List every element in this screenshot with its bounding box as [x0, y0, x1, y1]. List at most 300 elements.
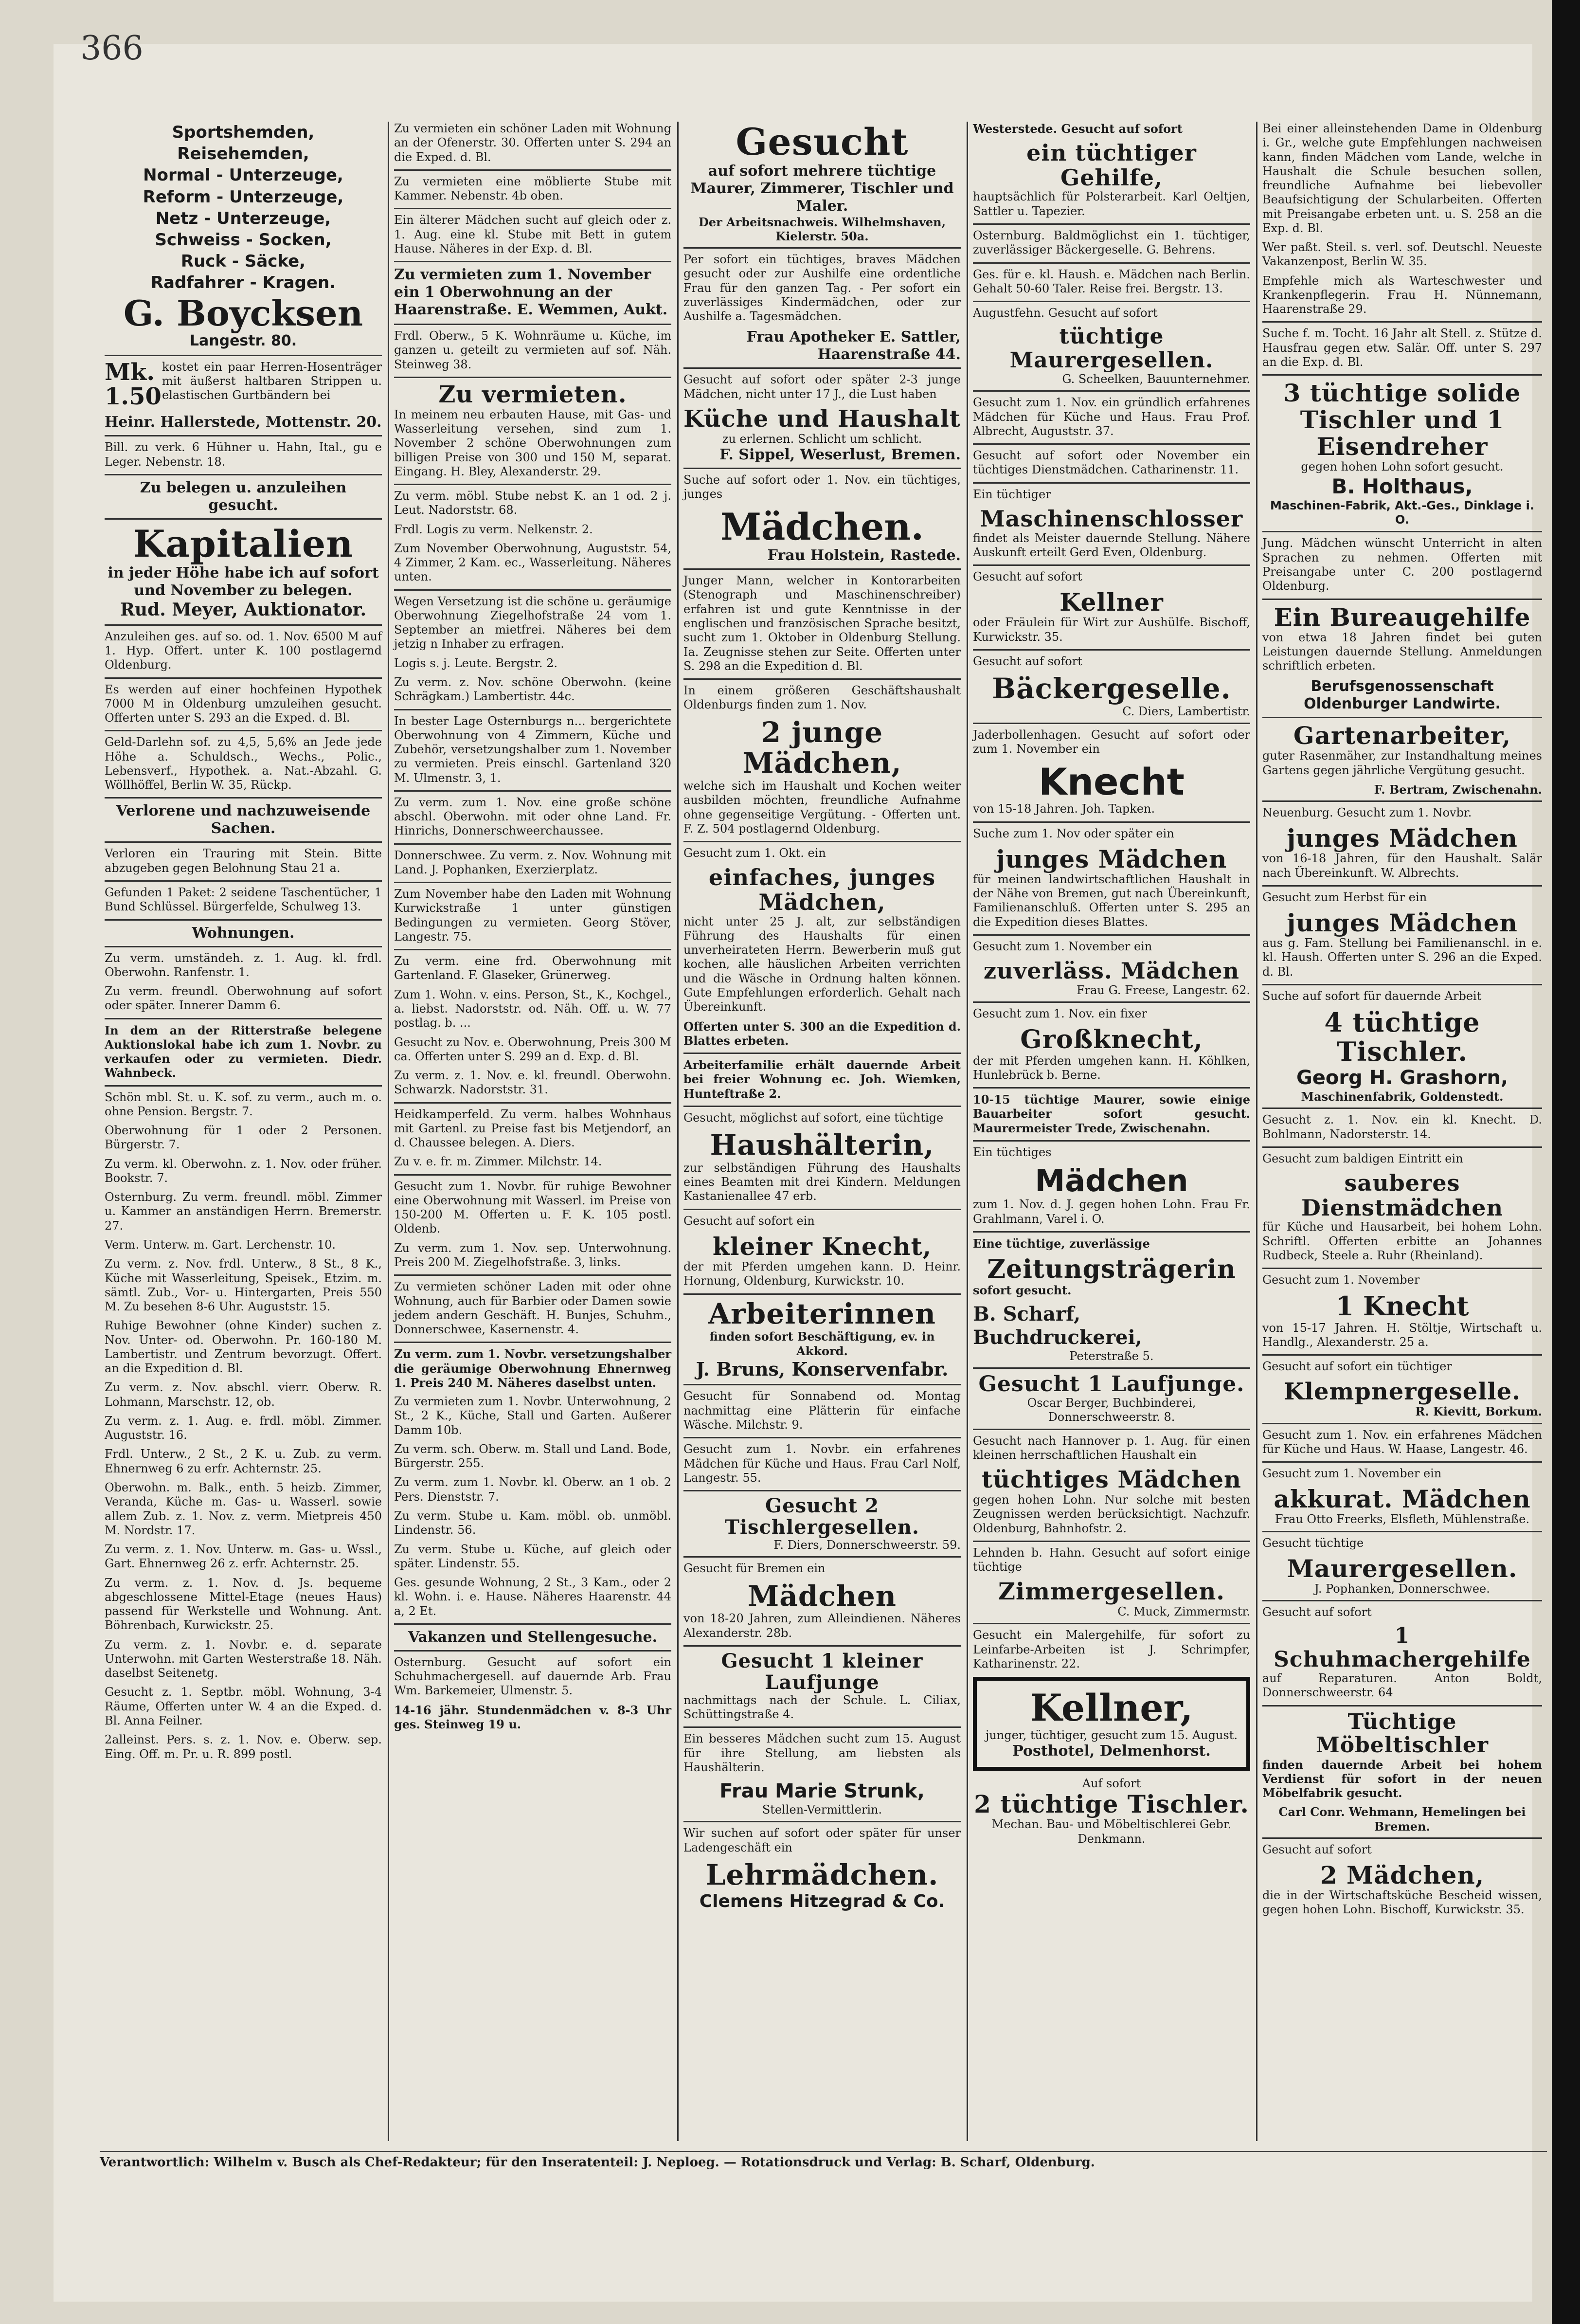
ad-hosentraeger — [105, 360, 382, 409]
divider — [1262, 1108, 1542, 1109]
divider — [683, 678, 961, 680]
ad-text: gegen hohen Lohn sofort gesucht. — [1301, 460, 1504, 474]
ad-text: Suche f. m. Tocht. 16 Jahr alt Stell. z. Stütze d. Hausfrau gegen etw. Salär. Off. unter S. 297 an die Exp. d. Bl. — [1262, 327, 1542, 369]
divider — [394, 1174, 671, 1176]
ad-headline: Arbeiterinnen — [708, 1297, 936, 1330]
ad-text: Verm. Unterw. m. Gart. Lerchenstr. 10. — [105, 1238, 336, 1252]
ad-headline: Maurergesellen. — [1287, 1554, 1518, 1583]
divider — [973, 223, 1250, 225]
divider — [394, 324, 671, 325]
ad-headline: Knecht — [1038, 760, 1185, 803]
divider — [105, 435, 382, 436]
advertiser-name: Rud. Meyer, Auktionator. — [120, 599, 367, 620]
ad-headline: Maschinenschlosser — [980, 505, 1243, 532]
divider — [1262, 984, 1542, 985]
divider — [394, 169, 671, 171]
ad-text: Osternburg. Gesucht auf sofort ein Schuhmachergesell. auf dauernde Arb. Frau Wm. Barkemeier, Ulmenstr. 5. — [394, 1655, 671, 1698]
ad-text: Zu vermieten zum 1. November ein 1 Oberwohnung an der Haarenstraße. E. Wemmen, Aukt. — [394, 266, 668, 319]
divider — [1262, 1268, 1542, 1269]
column-3 — [679, 122, 966, 2141]
ad-text: Ein tüchtiges — [973, 1145, 1052, 1159]
ad-text: kostet ein paar Herren-Hosenträger mit äußerst haltbaren Strippen u. elastischen Gurtbändern bei — [162, 360, 382, 402]
divider — [394, 790, 671, 792]
ad-text: gegen hohen Lohn. Nur solche mit besten Zeugnissen werden berücksichtigt. Nachzufr. Oldenburg, Bahnhofstr. 2. — [973, 1493, 1250, 1535]
ad-text: Frdl. Unterw., 2 St., 2 K. u. Zub. zu verm. Ehnernweg 6 zu erfr. Achternstr. 25. — [105, 1447, 382, 1475]
divider — [973, 301, 1250, 302]
divider — [683, 1726, 961, 1728]
divider — [973, 262, 1250, 264]
ad-headline: Zimmergesellen. — [998, 1578, 1225, 1606]
ad-text: Zu verm. z. 1. Nov. d. Js. bequeme abgeschlossene Mittel-Etage (neues Haus) passend für Werkstelle und Wohnung. Ant. Böhrenbach, Kurwickstr. 25. — [105, 1576, 382, 1633]
advertiser-address: Langestr. 80. — [189, 332, 297, 349]
ad-text: Bei einer alleinstehenden Dame in Oldenburg i. Gr., welche gute Empfehlungen nachweisen kann, finden Mädchen vom Lande, welche in Haushalt die Schule besuchen sollen, freundliche Aufnahme bei liebevoller Beaufsichtigung der Schularbeiten. Offerten mit Preisangabe erbeten unt. u. S. 258 an die Exp. d. Bl. — [1262, 122, 1542, 235]
advertiser-name: C. Muck, Zimmermstr. — [1117, 1605, 1250, 1619]
ad-text: Gesucht, möglichst auf sofort, eine tüchtige — [683, 1110, 944, 1125]
ad-text: Zu vermieten ein schöner Laden mit Wohnung an der Ofenerstr. 30. Offerten unter S. 294 an die Exped. d. Bl. — [394, 122, 671, 164]
ad-text: Ein besseres Mädchen sucht zum 15. August für ihre Stellung, am liebsten als Haushälterin. — [683, 1732, 961, 1774]
divider — [683, 1053, 961, 1054]
ad-text: Stellen-Vermittlerin. — [762, 1803, 882, 1817]
ad-text: von 16-18 Jahren, für den Haushalt. Salär nach Übereinkunft. W. Albrechts. — [1262, 852, 1542, 880]
advertiser-name: Frau Marie Strunk, — [719, 1780, 925, 1803]
ad-text: Gesucht auf sofort — [973, 654, 1082, 668]
ad-text: Osternburg. Baldmöglichst ein 1. tüchtiger, zuverlässiger Bäckergeselle. G. Behrens. — [973, 228, 1250, 257]
ad-text: guter Rasenmäher, zur Instandhaltung meines Gartens gegen jährliche Vergütung gesucht. — [1262, 749, 1542, 777]
ad-text: Verloren ein Trauring mit Stein. Bitte abzugeben gegen Belohnung Stau 21 a. — [105, 847, 382, 875]
divider — [683, 1106, 961, 1107]
ad-text: aus g. Fam. Stellung bei Familienanschl. in e. kl. Haush. Offerten unter S. 296 an die Exped. d. Bl. — [1262, 936, 1542, 979]
ad-text: Neuenburg. Gesucht zum 1. Novbr. — [1262, 806, 1472, 820]
ad-headline: ein tüchtiger Gehilfe, — [1026, 140, 1197, 191]
divider — [1262, 800, 1542, 802]
advertiser-name: G. Boycksen — [123, 292, 363, 334]
ad-text: Augustfehn. Gesucht auf sofort — [973, 306, 1158, 320]
section-heading: Wohnungen. — [192, 924, 295, 942]
ad-headline: Lehrmädchen. — [705, 1858, 939, 1892]
divider — [105, 1018, 382, 1019]
ad-headline: tüchtiges Mädchen — [982, 1466, 1241, 1494]
advertiser-name: Georg H. Grashorn, — [1296, 1067, 1508, 1089]
divider — [105, 797, 382, 799]
ad-text: auf Reparaturen. Anton Boldt, Donnerschweerstr. 64 — [1262, 1671, 1542, 1700]
advertiser-name: Der Arbeitsnachweis. Wilhelmshaven, Kielerstr. 50a. — [699, 215, 946, 243]
divider — [1262, 717, 1542, 718]
ad-text: Logis s. j. Leute. Bergstr. 2. — [394, 656, 557, 670]
ad-text: Ein älterer Mädchen sucht auf gleich oder z. 1. Aug. eine kl. Stube mit Bett in gutem Hause. Näheres in der Exp. d. Bl. — [394, 213, 671, 255]
ad-text: der mit Pferden umgehen kann. H. Köhlken, Hunlebrück b. Berne. — [973, 1053, 1250, 1082]
advertiser-name: Frau Otto Freerks, Elsfleth, Mühlenstraße. — [1275, 1512, 1530, 1526]
ad-text: 10-15 tüchtige Maurer, sowie einige Bauarbeiter sofort gesucht. Maurermeister Trede, Zwischenahn. — [973, 1092, 1250, 1135]
ad-headline: Gesucht 2 Tischlergesellen. — [725, 1494, 919, 1539]
divider — [973, 443, 1250, 445]
divider — [973, 1623, 1250, 1624]
list-item: Sportshemden, — [172, 123, 315, 142]
ad-text: Donnerschwee. Zu verm. z. Nov. Wohnung mit Land. J. Pophanken, Exerzierplatz. — [394, 848, 671, 876]
ad-text: Zu verm. kl. Oberwohn. z. 1. Nov. oder früher. Bookstr. 7. — [105, 1157, 382, 1185]
ad-headline: 2 junge Mädchen, — [742, 715, 902, 780]
list-item: Netz - Unterzeuge, — [155, 208, 331, 228]
divider — [1262, 531, 1542, 532]
ad-text: Zu verm. Stube u. Kam. möbl. ob. unmöbl. Lindenstr. 56. — [394, 1508, 671, 1537]
advertiser-name: Carl Conr. Wehmann, Hemelingen bei Bremen. — [1278, 1805, 1526, 1834]
ad-text: Gesucht zum 1. Novbr. für ruhige Bewohner eine Oberwohnung mit Wasserl. im Preise von 150-200 M. Offerten u. F. K. 105 postl. Oldenb. — [394, 1179, 671, 1236]
ad-text: junger, tüchtiger, gesucht zum 15. August. — [986, 1728, 1238, 1742]
divider — [394, 709, 671, 710]
ad-text: Frdl. Logis zu verm. Nelkenstr. 2. — [394, 522, 593, 536]
ad-text: finden dauernde Arbeit bei hohem Verdienst für sofort in der neuen Möbelfabrik gesucht. — [1262, 1757, 1542, 1800]
ad-headline: 1 Knecht — [1335, 1290, 1469, 1322]
divider — [683, 1384, 961, 1385]
ad-text: Zu verm. z. 1. Novbr. e. d. separate Unterwohn. mit Garten Westerstraße 18. Näh. daselbst Seitenetg. — [105, 1637, 382, 1680]
ad-text: Zu verm. zum 1. Nov. sep. Unterwohnung. Preis 200 M. Ziegelhofstraße. 3, links. — [394, 1241, 671, 1269]
divider — [973, 564, 1250, 566]
ad-headline: Bäckergeselle. — [992, 672, 1231, 706]
ad-headline: 2 tüchtige Tischler. — [974, 1790, 1249, 1819]
list-item: Schweiss - Socken, — [155, 230, 332, 250]
ad-headline: Gesucht 1 Laufjunge. — [978, 1371, 1245, 1397]
ad-text: Zu verm. z. Nov. schöne Oberwohn. (keine Schrägkam.) Lambertistr. 44c. — [394, 675, 671, 704]
ad-text: Gesucht auf sofort oder später 2-3 junge Mädchen, nicht unter 17 J., die Lust haben — [683, 373, 961, 401]
divider — [973, 482, 1250, 484]
column-4 — [968, 122, 1255, 2141]
ad-text: In meinem neu erbauten Hause, mit Gas- und Wasserleitung versehen, sind zum 1. November 2 schöne Oberwohnungen zum billigen Preise von 300 und 150 M, separat. Eingang. H. Bley, Alexanderstr. 29. — [394, 407, 671, 478]
advertiser-name: Frau Apotheker E. Sattler, Haarenstraße 44. — [746, 328, 961, 363]
ad-headline: Gesucht — [736, 122, 909, 163]
ad-text: Gesucht zum 1. Nov. ein gründlich erfahrenes Mädchen für Küche und Haus. Frau Prof. Albrecht, Auguststr. 37. — [973, 396, 1250, 438]
list-item: Reisehemden, — [177, 144, 309, 164]
ad-text: Zu verm. z. Nov. frdl. Unterw., 8 St., 8 K., Küche mit Wasserleitung, Speisek., Etzim. m. sämtl. Zub., Vor- u. Hintergarten, Preis 550 M. Zu besehen 8-6 Uhr. Auguststr. 15. — [105, 1257, 382, 1314]
ad-headline: Haushälterin, — [710, 1128, 934, 1162]
column-2 — [389, 122, 676, 2141]
ad-headline: Kapitalien — [133, 522, 354, 565]
ad-text: Jaderbollenhagen. Gesucht auf sofort oder zum 1. November ein — [973, 728, 1250, 756]
divider — [973, 934, 1250, 936]
ad-headline: Küche und Haushalt — [683, 405, 961, 433]
divider — [683, 1645, 961, 1647]
advertiser-name: F. Bertram, Zwischenahn. — [1374, 782, 1542, 797]
divider — [1262, 1705, 1542, 1707]
divider — [394, 1342, 671, 1343]
divider — [394, 843, 671, 845]
ad-text: Maschinenfabrik, Goldenstedt. — [1301, 1089, 1504, 1104]
divider — [394, 949, 671, 950]
ad-text: Zu vermieten eine möblierte Stube mit Kammer. Nebenstr. 4b oben. — [394, 174, 671, 203]
ad-text: Suche auf sofort für dauernde Arbeit — [1262, 989, 1482, 1003]
ad-headline: 3 tüchtige solide Tischler und 1 Eisendreher — [1283, 379, 1521, 461]
divider — [973, 1429, 1250, 1430]
divider — [973, 649, 1250, 651]
ad-headline: Zeitungsträgerin — [987, 1254, 1236, 1285]
ad-headline: tüchtige Maurergesellen. — [1009, 324, 1214, 373]
divider — [1262, 1461, 1542, 1463]
ad-text: Jung. Mädchen wünscht Unterricht in alten Sprachen zu nehmen. Offerten mit Preisangabe unter C. 200 postlagernd Oldenburg. — [1262, 536, 1542, 593]
divider — [973, 1001, 1250, 1003]
divider — [105, 919, 382, 921]
ad-text: Gesucht auf sofort ein — [683, 1214, 815, 1228]
divider — [683, 367, 961, 369]
divider — [394, 261, 671, 262]
imprint-footer: Verantwortlich: Wilhelm v. Busch als Chef-Redakteur; für den Inseratenteil: J. Neploeg. — Rotationsdruck und Verlag: B. Scharf, Oldenburg. — [100, 2151, 1547, 2170]
ad-text: Gesucht ein Malergehilfe, für sofort zu Leinfarbe-Arbeiten ist J. Schrimpfer, Katharinenstr. 22. — [973, 1628, 1250, 1670]
scan-edge — [1552, 0, 1580, 2324]
ad-text: hauptsächlich für Polsterarbeit. Karl Oeltjen, Sattler u. Tapezier. — [973, 190, 1250, 218]
ad-text: Gesucht z. 1. Septbr. möbl. Wohnung, 3-4 Räume, Offerten unter W. 4 an die Exped. d. Bl. Anna Feilner. — [105, 1685, 382, 1727]
divider — [683, 468, 961, 469]
divider — [105, 880, 382, 882]
ad-text: Zu verm. möbl. Stube nebst K. an 1 od. 2 j. Leut. Nadorststr. 68. — [394, 489, 671, 517]
advertiser-name: Frau Holstein, Rastede. — [767, 547, 961, 564]
ad-text: Gesucht zum baldigen Eintritt ein — [1262, 1151, 1463, 1165]
divider — [1262, 1837, 1542, 1839]
ad-text: Gesucht auf sofort — [1262, 1842, 1372, 1856]
ad-text: Osternburg. Zu verm. freundl. möbl. Zimmer u. Kammer an anständigen Herrn. Bremerstr. 27. — [105, 1190, 382, 1233]
divider — [394, 377, 671, 378]
page-number: 366 — [80, 29, 144, 68]
ad-text: Ges. für e. kl. Haush. e. Mädchen nach Berlin. Gehalt 50-60 Taler. Reise frei. Bergstr. 13. — [973, 267, 1250, 295]
ad-text: Ges. gesunde Wohnung, 2 St., 3 Kam., oder 2 kl. Wohn. i. e. Hause. Näheres Haarenstr. 44 a, 2 Et. — [394, 1576, 671, 1618]
divider — [394, 1623, 671, 1625]
ad-text: Zu verm. z. 1. Aug. e. frdl. möbl. Zimmer. Auguststr. 16. — [105, 1414, 382, 1442]
advertiser-name: B. Scharf, Buchdruckerei, — [973, 1302, 1142, 1349]
ad-text: Zu vermieten schöner Laden mit oder ohne Wohnung, auch für Barbier oder Damen sowie jedem andern Geschäft. H. Bunjes, Schuhm., Donnerschwee, Kasernenstr. 4. — [394, 1280, 671, 1337]
ad-text: findet als Meister dauernde Stellung. Nähere Auskunft erteilt Gerd Even, Oldenburg. — [973, 531, 1250, 559]
ad-headline: junges Mädchen — [1287, 824, 1518, 853]
ad-text: für meinen landwirtschaftlichen Haushalt in der Nähe von Bremen, gut nach Übereinkunft, Familienanschluß. Offerten unter S. 295 an die Expedition dieses Blattes. — [973, 872, 1250, 929]
divider — [973, 1140, 1250, 1142]
ad-headline: Großknecht, — [1020, 1025, 1203, 1055]
ad-text: von etwa 18 Jahren findet bei guten Leistungen dauernde Stellung. Anmeldungen schriftlich erbeten. — [1262, 630, 1542, 673]
ad-headline: 1 Schuhmachergehilfe — [1274, 1623, 1531, 1672]
ad-text: welche sich im Haushalt und Kochen weiter ausbilden möchten, freundliche Aufnahme ohne gegenseitige Vergütung. - Offerten unt. F. Z. 504 postlagernd Oldenburg. — [683, 779, 961, 835]
ad-text: Frdl. Oberw., 5 K. Wohnräume u. Küche, im ganzen u. geteilt zu vermieten auf sof. Näh. Steinweg 38. — [394, 329, 671, 371]
ad-text: Gesucht auf sofort — [973, 570, 1082, 584]
divider — [105, 624, 382, 626]
divider — [105, 518, 382, 520]
ad-text: Ein tüchtiger — [973, 487, 1051, 501]
ad-headline: Gartenarbeiter, — [1293, 721, 1511, 750]
section-heading: Verlorene und nachzuweisende Sachen. — [116, 802, 371, 837]
ad-text: Gefunden 1 Paket: 2 seidene Taschentücher, 1 Bund Schlüssel. Bürgerfelde, Schulweg 13. — [105, 885, 382, 914]
ad-text: Schön mbl. St. u. K. sof. zu verm., auch m. o. ohne Pension. Bergstr. 7. — [105, 1090, 382, 1118]
ad-text: Westerstede. Gesucht auf sofort — [973, 122, 1183, 136]
section-heading: Vakanzen und Stellengesuche. — [408, 1628, 658, 1646]
divider — [394, 1274, 671, 1276]
ad-text: zum 1. Nov. d. J. gegen hohen Lohn. Frau Fr. Grahlmann, Varel i. O. — [973, 1198, 1250, 1226]
ad-text: Geld-Darlehn sof. zu 4,5, 5,6% an Jede jede Höhe a. Schuldsch., Wechs., Polic., Lebensverf., Hypothek. a. Nat.-Abzahl. G. Wöllhöffel, Berlin W. 35, Rückp. — [105, 735, 382, 792]
ad-text: Zu verm. z. 1. Nov. Unterw. m. Gas- u. Wssl., Gart. Ehnernweg 26 z. erfr. Achternstr. 25. — [105, 1543, 382, 1571]
divider — [683, 1821, 961, 1822]
divider — [1262, 1531, 1542, 1532]
advertiser-name: Berufsgenossenschaft Oldenburger Landwirte. — [1304, 678, 1501, 713]
ad-text: der mit Pferden umgehen kann. D. Heinr. Hornung, Oldenburg, Kurwickstr. 10. — [683, 1259, 961, 1288]
ad-headline: zuverläss. Mädchen — [984, 958, 1239, 984]
ad-text: Wegen Versetzung ist die schöne u. geräumige Oberwohnung Ziegelhofstraße 24 vom 1. September an mietfrei. Näheres bei dem jetzig n Inhaber zu erfragen. — [394, 594, 671, 651]
ad-headline: Tüchtige Möbeltischler — [1315, 1709, 1489, 1758]
ad-text: Anzuleihen ges. auf so. od. 1. Nov. 6500 M auf 1. Hyp. Offert. unter K. 100 postlagernd Oldenburg. — [105, 629, 382, 672]
divider — [973, 723, 1250, 724]
divider — [394, 589, 671, 591]
ad-text: Zum November habe den Laden mit Wohnung Kurwickstraße 1 unter günstigen Bedingungen zu vermieten. Georg Stöver, Langestr. 75. — [394, 887, 671, 944]
divider — [683, 1293, 961, 1295]
ad-text: von 15-18 Jahren. Joh. Tapken. — [973, 802, 1155, 816]
ad-headline: Gesucht 1 kleiner Laufjunge — [721, 1649, 923, 1694]
advertiser-name: Frau G. Freese, Langestr. 62. — [1077, 983, 1250, 997]
ad-text: Gesucht für Bremen ein — [683, 1561, 826, 1576]
advertiser-name: Clemens Hitzegrad & Co. — [699, 1891, 945, 1911]
ad-text: Lehnden b. Hahn. Gesucht auf sofort einige tüchtige — [973, 1545, 1250, 1574]
ad-text: In bester Lage Osternburgs n... bergerichtete Oberwohnung von 4 Zimmern, Küche und Zubehör, versetzungshalber zum 1. November zu vermieten. Preis einschl. Gartenland 320 M. Ulmenstr. 3, 1. — [394, 714, 671, 785]
ad-text: von 15-17 Jahren. H. Stöltje, Wirtschaft u. Handlg., Alexanderstr. 25 a. — [1262, 1321, 1542, 1349]
ad-headline: sauberes Dienstmädchen — [1301, 1170, 1504, 1221]
ad-sportshemden — [105, 122, 382, 350]
ad-text: Wir suchen auf sofort oder später für unser Ladengeschäft ein — [683, 1826, 961, 1854]
ad-headline: kleiner Knecht, — [712, 1232, 932, 1261]
divider — [1262, 321, 1542, 323]
ad-text: Auf sofort — [1082, 1777, 1141, 1791]
divider — [105, 355, 382, 356]
divider — [1262, 374, 1542, 376]
ad-text: Gesucht tüchtige — [1262, 1536, 1364, 1550]
ad-text: In dem an der Ritterstraße belegene Auktionslokal habe ich zum 1. Novbr. zu verkaufen oder zu vermieten. Diedr. Wahnbeck. — [105, 1023, 382, 1080]
divider — [105, 677, 382, 679]
ad-text: Gesucht zum 1. November — [1262, 1273, 1420, 1287]
ad-text: Arbeiterfamilie erhält dauernde Arbeit bei freier Wohnung ec. Joh. Wiemken, Hunteftraße 2. — [683, 1058, 961, 1101]
ad-text: Offerten unter S. 300 an die Expedition d. Blattes erbeten. — [683, 1019, 961, 1048]
ad-text: zur selbständigen Führung des Haushalts eines Beamten mit drei Kindern. Meldungen Kastanienallee 47 erb. — [683, 1161, 961, 1203]
ad-text: Zu verm. z. 1. Nov. e. kl. freundl. Oberwohn. Schwarzk. Nadorststr. 31. — [394, 1069, 671, 1097]
advertiser-name: R. Kievitt, Borkum. — [1415, 1404, 1542, 1419]
ad-text: Gesucht für Sonnabend od. Montag nachmittag eine Plätterin für einfache Wäsche. Milchstr. 9. — [683, 1389, 961, 1432]
divider — [394, 882, 671, 883]
ad-text: Empfehle mich als Warteschwester und Krankenpflegerin. Frau H. Nünnemann, Haarenstraße 29. — [1262, 273, 1542, 316]
ad-text: Eine tüchtige, zuverlässige — [973, 1236, 1150, 1251]
price: Mk. 1.50 — [105, 358, 162, 411]
divider — [683, 1209, 961, 1210]
ad-text: Oberwohnung für 1 oder 2 Personen. Bürgerstr. 7. — [105, 1124, 382, 1152]
ad-headline: Ein Bureaugehilfe — [1274, 602, 1531, 632]
divider — [683, 568, 961, 570]
ad-text: 2alleinst. Pers. s. z. 1. Nov. e. Oberw. sep. Eing. Off. m. Pr. u. R. 899 postl. — [105, 1733, 382, 1761]
ad-headline: 4 tüchtige Tischler. — [1324, 1007, 1480, 1067]
ad-text: Gesucht nach Hannover p. 1. Aug. für einen kleinen herrschaftlichen Haushalt ein — [973, 1434, 1250, 1462]
ad-kellner-boxed — [973, 1677, 1250, 1771]
advertiser-name: G. Scheelken, Bauunternehmer. — [1062, 372, 1250, 386]
column-5 — [1257, 122, 1547, 2141]
advertiser-name: J. Bruns, Konservenfabr. — [696, 1358, 949, 1380]
divider — [973, 1087, 1250, 1089]
ad-text: die in der Wirtschaftsküche Bescheid wissen, gegen hohen Lohn. Bischoff, Kurwickstr. 35. — [1262, 1888, 1542, 1917]
ad-text: finden sofort Beschäftigung, ev. in Akkord. — [709, 1329, 935, 1358]
divider — [683, 247, 961, 249]
ad-text: Wer paßt. Steil. s. verl. sof. Deutschl. Neueste Vakanzenpost, Berlin W. 35. — [1262, 240, 1542, 269]
ad-text: Bill. zu verk. 6 Hühner u. Hahn, Ital., gu e Leger. Nebenstr. 18. — [105, 440, 382, 469]
ad-text: Gesucht zum Herbst für ein — [1262, 890, 1427, 904]
divider — [1262, 1146, 1542, 1148]
ad-text: Gesucht zum 1. November ein — [973, 939, 1152, 953]
divider — [973, 1231, 1250, 1233]
ad-text: Junger Mann, welcher in Kontorarbeiten (Stenograph und Maschinenschreiber) erfahren ist und gute Kenntnisse in der englischen und französischen Sprache besitzt, sucht zum 1. Oktober in Oldenburg Stellung. Ia. Zeugnisse stehen zur Seite. Offerten unter S. 298 an die Expedition d. Bl. — [683, 574, 961, 673]
ad-headline: Mädchen — [748, 1579, 897, 1613]
ad-text: Zu verm. zum 1. Novbr. kl. Oberw. an 1 ob. 2 Pers. Dienststr. 7. — [394, 1475, 671, 1504]
divider — [105, 841, 382, 843]
ad-text: Zu verm. eine frd. Oberwohnung mit Gartenland. F. Glaseker, Grünerweg. — [394, 954, 671, 982]
divider — [105, 946, 382, 947]
ad-text: von 18-20 Jahren, zum Alleindienen. Näheres Alexanderstr. 28b. — [683, 1612, 961, 1640]
ad-text: Zu verm. zum 1. Novbr. versetzungshalber die geräumige Oberwohnung Ehnernweg 1. Preis 240 M. Näheres daselbst unten. — [394, 1347, 671, 1390]
ad-text: Maschinen-Fabrik, Akt.-Ges., Dinklage i. O. — [1270, 498, 1534, 527]
ad-text: Ruhige Bewohner (ohne Kinder) suchen z. Nov. Unter- od. Oberwohn. Pr. 160-180 M. Lambertistr. und Zentrum bevorzugt. Offert. an die Expedition d. Bl. — [105, 1319, 382, 1376]
ad-text: Zu verm. Stube u. Küche, auf gleich oder später. Lindenstr. 55. — [394, 1542, 671, 1570]
advertiser-name: Heinr. Hallerstede, Mottenstr. 20. — [105, 414, 382, 431]
divider — [105, 474, 382, 475]
ad-headline: Kellner, — [1030, 1686, 1193, 1730]
ad-text: Zu verm. umständeh. z. 1. Aug. kl. frdl. Oberwohn. Ranfenstr. 1. — [105, 951, 382, 979]
ad-text: Zu verm. z. Nov. abschl. vierr. Oberw. R. Lohmann, Marschstr. 12, ob. — [105, 1380, 382, 1409]
ad-text: Zum November Oberwohnung, Auguststr. 54, 4 Zimmer, 2 Kam. ec., Wasserleitung. Näheres unten. — [394, 541, 671, 584]
divider — [105, 1085, 382, 1087]
ad-headline: Klempnergeselle. — [1284, 1378, 1521, 1405]
ad-text: nachmittags nach der Schule. L. Ciliax, Schüttingstraße 4. — [683, 1693, 961, 1722]
divider — [1262, 1600, 1542, 1601]
ad-text: Zu vermieten zum 1. Novbr. Unterwohnung, 2 St., 2 K., Küche, Stall und Garten. Außerer Damm 10b. — [394, 1395, 671, 1437]
advertiser-name: F. Diers, Donnerschweerstr. 59. — [773, 1538, 961, 1552]
ad-text: Heidkamperfeld. Zu verm. halbes Wohnhaus mit Gartenl. zu Preise fast bis Metjendorf, an d. Chaussee belegen. A. Diers. — [394, 1107, 671, 1150]
ad-text: Gesucht zum 1. November ein — [1262, 1467, 1442, 1481]
ad-text: Oberwohn. m. Balk., enth. 5 heizb. Zimmer, Veranda, Küche m. Gas- u. Wasserl. sowie allem Zub. z. 1. Nov. z. verm. Mietpreis 450 M. Nordstr. 17. — [105, 1481, 382, 1537]
list-item: Radfahrer - Kragen. — [150, 273, 336, 293]
divider — [683, 841, 961, 842]
ad-text: Suche auf sofort oder 1. Nov. ein tüchtiges, junges — [683, 473, 961, 501]
advertiser-name: C. Diers, Lambertistr. — [1122, 704, 1250, 718]
divider — [973, 1367, 1250, 1369]
ad-text: Gesucht zum 1. Okt. ein — [683, 846, 826, 860]
divider — [1262, 1354, 1542, 1356]
divider — [1262, 599, 1542, 600]
advertiser-name: J. Pophanken, Donnerschwee. — [1314, 1581, 1490, 1596]
divider — [973, 821, 1250, 823]
ad-text: Zum 1. Wohn. v. eins. Person, St., K., Kochgel., a. liebst. Nadorststr. od. Näh. Off. u. W. 77 postlag. b. ... — [394, 987, 671, 1030]
ad-headline: 2 Mädchen, — [1320, 1861, 1485, 1890]
ad-text: zu erlernen. Schlicht um schlicht. — [722, 432, 922, 446]
ad-text: Oscar Berger, Buchbinderei, Donnerschweerstr. 8. — [1027, 1396, 1196, 1424]
column-1 — [100, 122, 387, 2141]
list-item: Reform - Unterzeuge, — [143, 187, 344, 207]
divider — [683, 1556, 961, 1558]
ad-text: In einem größeren Geschäftshaushalt Oldenburgs finden zum 1. Nov. — [683, 684, 961, 712]
ad-text: Gesucht zu Nov. e. Oberwohnung, Preis 300 M ca. Offerten unter S. 299 an d. Exp. d. Bl. — [394, 1035, 671, 1063]
ad-headline: junges Mädchen — [996, 844, 1227, 873]
list-item: Normal - Unterzeuge, — [143, 165, 343, 185]
advertiser-name: Posthotel, Delmenhorst. — [1012, 1743, 1211, 1760]
ad-text: Gesucht auf sofort oder November ein tüchtiges Dienstmädchen. Catharinenstr. 11. — [973, 449, 1250, 477]
ad-text: Gesucht zum 1. Novbr. ein erfahrenes Mädchen für Küche und Haus. Frau Carl Nolf, Langestr. 55. — [683, 1442, 961, 1485]
divider — [394, 484, 671, 485]
divider — [1262, 885, 1542, 887]
divider — [394, 208, 671, 209]
divider — [683, 1437, 961, 1438]
ad-text: Zu verm. sch. Oberw. m. Stall und Land. Bode, Bürgerstr. 255. — [394, 1442, 671, 1471]
ad-headline: einfaches, junges Mädchen, — [708, 864, 936, 916]
ad-text: Gesucht auf sofort ein tüchtiger — [1262, 1360, 1452, 1374]
ad-text: Per sofort ein tüchtiges, braves Mädchen gesucht oder zur Aushilfe eine ordentliche Frau für den ganzen Tag. - Per sofort ein zuverlässiges Kindermädchen, oder zur Aushilfe a. Tagesmädchen. — [683, 253, 961, 324]
ad-text: oder Fräulein für Wirt zur Aushülfe. Bischoff, Kurwickstr. 35. — [973, 616, 1250, 644]
ad-headline: Mädchen. — [720, 505, 924, 548]
ad-text: Gesucht auf sofort — [1262, 1605, 1372, 1619]
ad-text: Mechan. Bau- und Möbeltischlerei Gebr. Denkmann. — [991, 1817, 1232, 1846]
advertiser-name: F. Sippel, Weserlust, Bremen. — [719, 446, 961, 464]
ad-headline: junges Mädchen — [1287, 908, 1518, 938]
ad-headline: Kellner — [1059, 588, 1164, 617]
